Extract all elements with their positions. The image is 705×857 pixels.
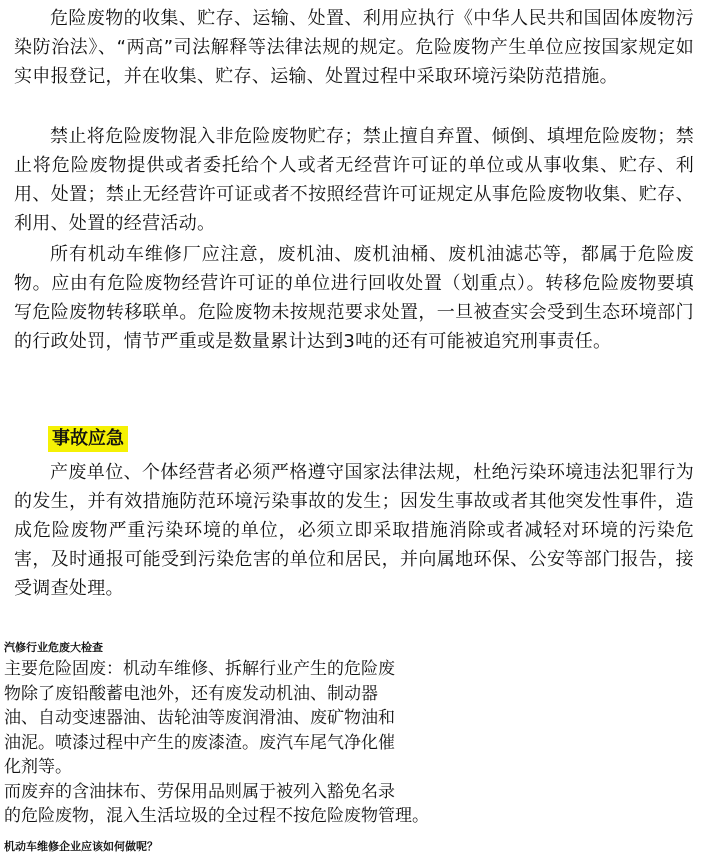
section-heading-emergency: 事故应急 [48, 426, 128, 452]
paragraph-repair-shop-notice: 所有机动车维修厂应注意，废机油、废机油桶、废机油滤芯等，都属于危险废物。应由有危险废物经营许可证的单位进行回收处置（划重点）。转移危险废物要填写危险废物转移联单。危险废物未按规范要求处置，一旦被查实会受到生态环境部门的行政处罚，情节严重或是数量累计达到3吨的还有可能被追究刑事责任。 [14, 244, 694, 352]
image-text-line: 油泥。喷漆过程中产生的废漆渣。废汽车尾气净化催 [4, 732, 395, 753]
image-title-inspection: 汽修行业危废大检查 [4, 641, 103, 654]
image-text-line: 的危险废物，混入生活垃圾的全过程不按危险废物管理。 [4, 806, 429, 826]
paragraph-emergency-response: 产废单位、个体经营者必须严格遵守国家法律法规，杜绝污染环境违法犯罪行为的发生，并有效措施防范环境污染事故的发生；因发生事故或者其他突发性事件，造成危险废物严重污染环境的单位，必须立即采取措施消除或者减轻对环境的污染危害，及时通报可能受到污染危害的单位和居民，并向属地环保、公安等部门报告，接受调查处理。 [14, 462, 694, 599]
paragraph-prohibitions: 禁止将危险废物混入非危险废物贮存；禁止擅自弃置、倾倒、填埋危险废物；禁止将危险废物提供或者委托给个人或者无经营许可证的单位或从事收集、贮存、利用、处置；禁止无经营许可证或者不按照经营许可证规定从事危险废物收集、贮存、利用、处置的经营活动。 [14, 126, 694, 234]
image-text-line: 物除了废铅酸蓄电池外，还有废发动机油、制动器 [4, 683, 378, 704]
image-text-line: 化剂等。 [4, 757, 72, 777]
image-footer-title: 机动车维修企业应该如何做呢？ [4, 840, 158, 853]
paragraph-collection-rules: 危险废物的收集、贮存、运输、处置、利用应执行《中华人民共和国固体废物污染防治法》、“两高”司法解释等法律法规的规定。危险废物产生单位应按国家规定如实申报登记，并在收集、贮存、运输、处置过程中采取环境污染防范措施。 [14, 8, 694, 87]
image-text-line: 主要危险固废：机动车维修、拆解行业产生的危险废 [4, 659, 395, 679]
image-text-line: 而废弃的含油抹布、劳保用品则属于被列入豁免名录 [4, 781, 395, 802]
image-text-line: 油、自动变速器油、齿轮油等废润滑油、废矿物油和 [4, 708, 395, 728]
image-text-block [4, 657, 474, 829]
